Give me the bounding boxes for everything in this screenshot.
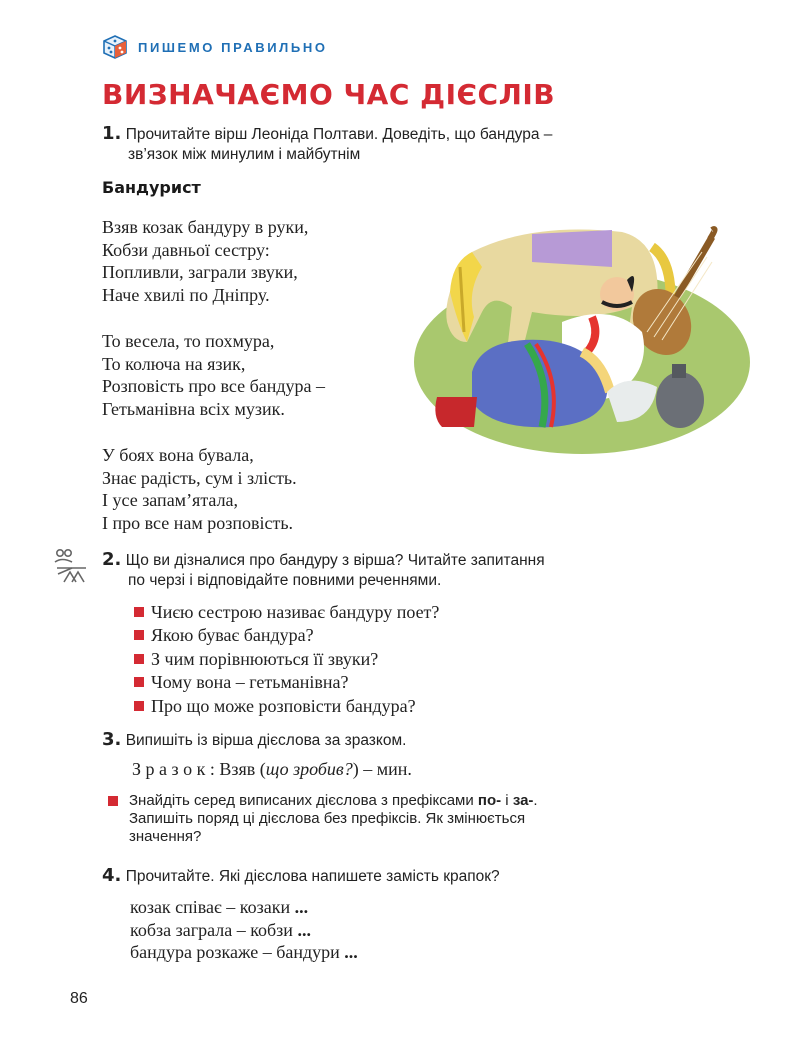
- sample-word: Взяв: [219, 759, 256, 779]
- poem-stanza: [102, 216, 308, 306]
- poem-line: Знає радість, сум і злість.: [102, 467, 297, 488]
- list-item: бандура розкаже – бандури ...: [130, 942, 358, 962]
- list-item: Про що може розповісти бандура?: [134, 694, 439, 718]
- task-text-line: Випишіть із вірша дієслова за зразком.: [125, 732, 407, 749]
- sample-tail: – мин.: [363, 759, 412, 779]
- prefix: по-: [477, 792, 502, 809]
- task-number: 2.: [102, 549, 122, 570]
- poem-line: То весела, то похмура,: [102, 331, 275, 351]
- bullet-square: [134, 677, 144, 687]
- task-2: [102, 550, 702, 591]
- poem-line: Гетьманівна всіх музик.: [102, 398, 285, 419]
- list-item: З чим порівнюються її звуки?: [134, 647, 439, 671]
- poem-line: То колюча на язик,: [102, 353, 246, 374]
- bandurist-illustration: [412, 222, 752, 462]
- phrase-list: [130, 896, 358, 964]
- sample-line: З р а з о к : Взяв (що зробив?) – мин.: [132, 759, 412, 779]
- task-number: 4.: [102, 865, 122, 886]
- sample-label: З р а з о к :: [132, 759, 215, 779]
- task-3: [102, 730, 702, 751]
- poem-line: Розповість про все бандура –: [102, 376, 326, 396]
- bullet-square: [134, 654, 144, 664]
- task-3-bullet: Знайдіть серед виписаних дієслова з префіксами по- і за-. Запишіть поряд ці дієслова без префіксів. Як змінюється значення?: [108, 792, 708, 846]
- task-text-line: Що ви дізналися про бандуру з вірша? Читайте запитання: [125, 552, 545, 569]
- task-number: 3.: [102, 729, 122, 750]
- bullet-square: [134, 630, 144, 640]
- section-label: ПИШЕМО ПРАВИЛЬНО: [138, 40, 328, 55]
- dice-icon: [102, 34, 128, 60]
- poem-title: Бандурист: [102, 178, 201, 197]
- poem-line: Наче хвилі по Дніпру.: [102, 284, 270, 305]
- poem-line: Кобзи давньої сестру:: [102, 239, 270, 260]
- poem-line: І про все нам розповість.: [102, 512, 294, 533]
- list-item: кобза заграла – кобзи ...: [130, 919, 311, 940]
- task-4: [102, 866, 702, 887]
- bullet-square: [134, 701, 144, 711]
- task-text-line: Прочитайте вірш Леоніда Полтави. Доведіть, що бандура –: [125, 126, 553, 143]
- poem-line: І усе запам’ятала,: [102, 490, 239, 510]
- page-title: ВИЗНАЧАЄМО ЧАС ДІЄСЛІВ: [102, 78, 556, 111]
- list-item: Чому вона – гетьманівна?: [134, 671, 439, 695]
- poem-line: Взяв козак бандуру в руки,: [102, 217, 309, 237]
- task-text-line: зв’язок між минулим і майбутнім: [128, 146, 361, 163]
- task-text-line: Прочитайте. Які дієслова напишете замість крапок?: [125, 868, 500, 885]
- prefix: за-: [512, 792, 534, 809]
- poem-stanza: [102, 444, 297, 534]
- sample-question: що зробив?: [265, 759, 353, 779]
- poem-line: У боях вона бувала,: [102, 445, 254, 465]
- bullet-square: [134, 607, 144, 617]
- list-item: козак співає – козаки ...: [130, 897, 309, 917]
- pair-work-icon: [52, 548, 96, 586]
- task-number: 1.: [102, 123, 122, 144]
- page-number: 86: [70, 990, 88, 1007]
- list-item: Якою буває бандура?: [134, 624, 439, 648]
- bullet-square: [108, 796, 118, 806]
- list-item: Чиєю сестрою називає бандуру поет?: [134, 600, 439, 624]
- task-1: [102, 124, 702, 165]
- task-text-line: по черзі і відповідайте повними реченнями.: [128, 572, 442, 589]
- poem-stanza: [102, 330, 325, 420]
- question-list: [134, 600, 439, 718]
- poem-line: Попливли, заграли звуки,: [102, 262, 298, 282]
